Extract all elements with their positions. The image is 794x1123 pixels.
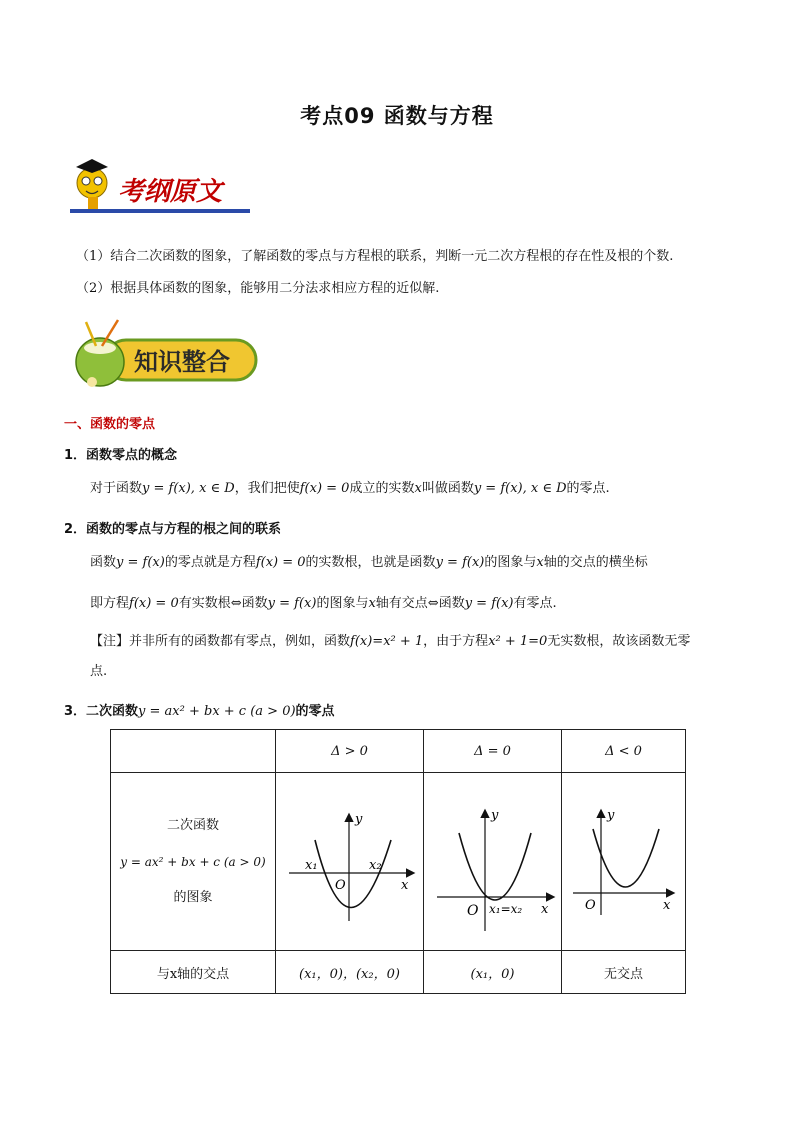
table-cell: (x₁，0)，(x₂，0): [276, 951, 424, 994]
y-axis-label: y: [355, 811, 363, 827]
x-axis-label: x: [541, 901, 549, 917]
syllabus-banner-label: 考纲原文: [118, 177, 223, 207]
table-cell: 与x轴的交点: [111, 951, 276, 994]
item3-heading: 3．二次函数y = ax² + bx + c (a > 0)的零点: [64, 704, 335, 719]
x-axis-label: x: [663, 897, 671, 913]
item2-note-end: 点.: [90, 664, 108, 679]
parabola-no-root-graph: [563, 785, 684, 935]
double-root-label: x₁=x₂: [489, 901, 523, 916]
origin-label: O: [335, 877, 346, 893]
root-x2-label: x₂: [369, 857, 382, 873]
table-row: [111, 773, 686, 951]
item2-line1: 函数y = f(x)的零点就是方程f(x) = 0的实数根，也就是函数y = f(x)的图象与x轴的交点的横坐标: [90, 555, 648, 570]
graph-row-label-math: y = ax² + bx + c (a > 0): [120, 854, 266, 869]
page-title: 考点09 函数与方程: [300, 104, 494, 128]
table-header-cell: Δ > 0: [276, 730, 424, 773]
y-axis-label: y: [491, 807, 499, 823]
table-row: [111, 951, 686, 994]
graph-cell-negative: [562, 773, 686, 951]
origin-label: O: [467, 902, 479, 919]
graph-row-label-line: 的图象: [173, 889, 213, 905]
knowledge-banner: [72, 318, 262, 390]
y-axis-label: y: [607, 807, 615, 823]
table-header-cell: Δ = 0: [424, 730, 562, 773]
graph-row-label: [111, 773, 276, 951]
item2-line2: 即方程f(x) = 0有实数根⇔函数y = f(x)的图象与x轴有交点⇔函数y = f(x)有零点.: [90, 596, 557, 611]
syllabus-item-1: （1）结合二次函数的图象，了解函数的零点与方程根的联系，判断一元二次方程根的存在性及根的个数.: [76, 249, 674, 264]
table-header-cell: Δ < 0: [562, 730, 686, 773]
section-title: 一、函数的零点: [64, 417, 156, 432]
knowledge-banner-label: 知识整合: [134, 347, 230, 376]
table-header-cell: [111, 730, 276, 773]
table-cell: 无交点: [562, 951, 686, 994]
table-header-row: [111, 730, 686, 773]
item2-heading: 2．函数的零点与方程的根之间的联系: [64, 522, 282, 537]
item1-definition: 对于函数y = f(x), x ∈ D，我们把使f(x) = 0成立的实数x叫做函数y = f(x), x ∈ D的零点.: [90, 481, 610, 496]
graph-row-label-line: 二次函数: [166, 817, 219, 833]
item1-heading: 1．函数零点的概念: [64, 448, 178, 463]
root-x1-label: x₁: [305, 857, 318, 873]
syllabus-banner: [70, 153, 260, 215]
table-cell: (x₁，0): [424, 951, 562, 994]
zeros-table: [110, 729, 686, 994]
syllabus-item-2: （2）根据具体函数的图象，能够用二分法求相应方程的近似解.: [76, 281, 440, 296]
graph-cell-positive: [276, 773, 424, 951]
x-axis-label: x: [401, 877, 409, 893]
item2-note: 【注】并非所有的函数都有零点，例如，函数f(x)=x² + 1，由于方程x² + 1=0无实数根，故该函数无零: [90, 634, 691, 649]
origin-label: O: [585, 897, 596, 913]
parabola-two-roots-graph: [277, 785, 422, 935]
graph-cell-zero: [424, 773, 562, 951]
parabola-double-root-graph: [425, 785, 560, 935]
